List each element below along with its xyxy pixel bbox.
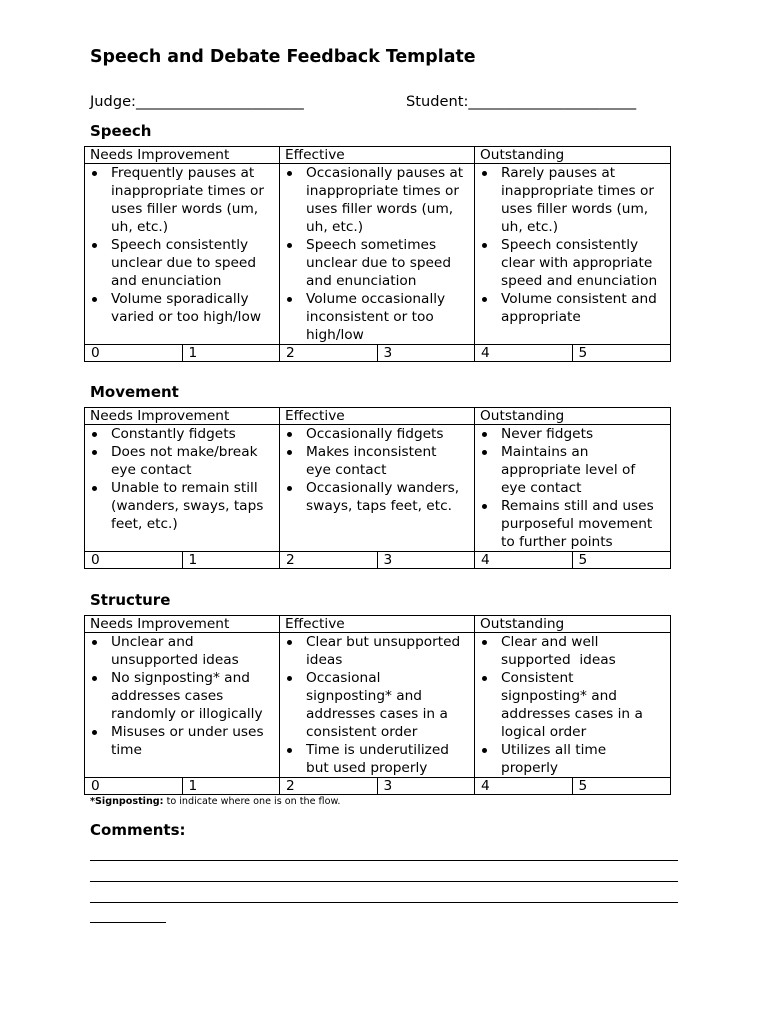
descriptor-item	[475, 741, 670, 777]
descriptor-text: Speech consistently clear with appropriate speed and enunciation	[501, 237, 658, 289]
descriptor-item	[85, 723, 279, 759]
descriptor-text: Constantly fidgets	[111, 426, 236, 442]
descriptor-text: Never fidgets	[501, 426, 594, 442]
descriptor-cell-needs-improvement	[85, 425, 280, 552]
descriptor-item	[280, 164, 474, 236]
descriptor-item	[280, 633, 474, 669]
descriptor-text: Frequently pauses at inappropriate times or uses filler words (um, uh, etc.)	[111, 165, 264, 235]
descriptor-text: Does not make/break eye contact	[111, 444, 258, 478]
score-cell-3: 3	[378, 778, 476, 794]
descriptor-text: Occasionally pauses at inappropriate times or uses filler words (um, uh, etc.)	[306, 165, 464, 235]
score-cell-5: 5	[578, 552, 588, 568]
descriptor-text: Occasionally fidgets	[306, 426, 444, 442]
descriptor-item	[280, 741, 474, 777]
descriptor-item	[475, 633, 670, 669]
rubric-table-movement	[84, 407, 671, 569]
bullet-icon	[92, 432, 97, 437]
score-cell-2: 2	[280, 778, 378, 794]
score-cell-5: 5	[578, 778, 588, 794]
bullet-icon	[287, 450, 292, 455]
footnote-definition: to indicate where one is on the flow.	[166, 796, 341, 807]
bullet-icon	[482, 171, 487, 176]
score-cell-4: 4	[475, 345, 573, 361]
score-cell-0: 0	[85, 345, 183, 361]
descriptor-item	[85, 669, 279, 723]
descriptor-text: Time is underutilized but used properly	[306, 742, 449, 776]
score-cell-1: 1	[183, 345, 281, 361]
descriptor-text: Speech consistently unclear due to speed and enunciation	[111, 237, 257, 289]
bullet-icon	[287, 432, 292, 437]
descriptor-cell-effective	[280, 425, 475, 552]
section-heading-speech: Speech	[90, 122, 152, 140]
bullet-icon	[92, 243, 97, 248]
descriptor-text: Maintains an appropriate level of eye contact	[501, 444, 636, 496]
descriptor-text: Unable to remain still (wanders, sways, taps feet, etc.)	[111, 480, 264, 532]
descriptor-text: Misuses or under uses time	[111, 724, 264, 758]
bullet-icon	[92, 640, 97, 645]
bullet-icon	[92, 486, 97, 491]
descriptor-item	[85, 633, 279, 669]
score-cell-2: 2	[280, 345, 378, 361]
descriptor-text: Unclear and unsupported ideas	[111, 634, 239, 668]
bullet-icon	[482, 676, 487, 681]
descriptor-item	[280, 236, 474, 290]
score-cell-0: 0	[85, 778, 183, 794]
footnote	[90, 796, 340, 808]
score-cell-4: 4	[475, 552, 573, 568]
descriptor-item	[85, 290, 279, 326]
descriptor-text: Volume sporadically varied or too high/low	[111, 291, 262, 325]
descriptor-item	[280, 479, 474, 515]
level-header-needs-improvement: Needs Improvement	[85, 408, 280, 425]
score-cell-3: 3	[378, 552, 476, 568]
descriptor-cell-outstanding	[475, 633, 670, 778]
descriptor-text: Volume occasionally inconsistent or too high/low	[306, 291, 446, 343]
descriptor-text: Makes inconsistent eye contact	[306, 444, 437, 478]
score-cell-5: 5	[578, 345, 588, 361]
comment-line	[90, 860, 678, 861]
descriptor-text: Occasionally wanders, sways, taps feet, etc.	[306, 480, 460, 514]
score-cell-2: 2	[280, 552, 378, 568]
descriptor-text: Clear but unsupported ideas	[306, 634, 461, 668]
rubric-table-speech	[84, 146, 671, 362]
bullet-icon	[482, 243, 487, 248]
descriptor-cell-effective	[280, 633, 475, 778]
descriptor-item	[85, 164, 279, 236]
level-header-outstanding: Outstanding	[475, 147, 670, 164]
bullet-icon	[287, 676, 292, 681]
level-header-effective: Effective	[280, 616, 475, 633]
descriptor-item	[85, 479, 279, 533]
comment-line	[90, 902, 678, 903]
descriptor-cell-outstanding	[475, 425, 670, 552]
descriptor-item	[475, 164, 670, 236]
descriptor-text: Clear and well supported ideas	[501, 634, 616, 668]
section-heading-structure: Structure	[90, 591, 171, 609]
bullet-icon	[482, 748, 487, 753]
descriptor-item	[280, 425, 474, 443]
descriptor-text: Rarely pauses at inappropriate times or uses filler words (um, uh, etc.)	[501, 165, 654, 235]
bullet-icon	[287, 486, 292, 491]
score-cell-3: 3	[378, 345, 476, 361]
descriptor-cell-needs-improvement	[85, 164, 280, 345]
bullet-icon	[287, 297, 292, 302]
descriptor-cell-needs-improvement	[85, 633, 280, 778]
descriptor-item	[280, 443, 474, 479]
bullet-icon	[287, 748, 292, 753]
bullet-icon	[287, 171, 292, 176]
level-header-needs-improvement: Needs Improvement	[85, 616, 280, 633]
footnote-term: *Signposting:	[90, 796, 164, 807]
page-title: Speech and Debate Feedback Template	[90, 47, 476, 67]
student-field: Student:_______________________	[406, 93, 637, 110]
descriptor-item	[475, 236, 670, 290]
level-header-effective: Effective	[280, 408, 475, 425]
descriptor-item	[280, 290, 474, 344]
comment-line	[90, 881, 678, 882]
score-cell-1: 1	[183, 778, 281, 794]
bullet-icon	[92, 676, 97, 681]
bullet-icon	[482, 504, 487, 509]
bullet-icon	[287, 640, 292, 645]
score-cell-1: 1	[183, 552, 281, 568]
rubric-table-structure	[84, 615, 671, 795]
level-header-outstanding: Outstanding	[475, 408, 670, 425]
descriptor-item	[85, 236, 279, 290]
comments-label: Comments:	[90, 821, 186, 839]
descriptor-item	[475, 425, 670, 443]
level-header-effective: Effective	[280, 147, 475, 164]
descriptor-text: Utilizes all time properly	[501, 742, 607, 776]
comment-line	[90, 922, 166, 923]
descriptor-item	[85, 443, 279, 479]
descriptor-item	[475, 443, 670, 497]
descriptor-item	[85, 425, 279, 443]
section-heading-movement: Movement	[90, 383, 179, 401]
judge-field: Judge:_______________________	[90, 93, 304, 110]
descriptor-text: Speech sometimes unclear due to speed and enunciation	[306, 237, 452, 289]
descriptor-text: Consistent signposting* and addresses cases in a logical order	[501, 670, 643, 740]
bullet-icon	[92, 730, 97, 735]
bullet-icon	[482, 450, 487, 455]
bullet-icon	[482, 640, 487, 645]
descriptor-text: No signposting* and addresses cases randomly or illogically	[111, 670, 263, 722]
level-header-outstanding: Outstanding	[475, 616, 670, 633]
descriptor-cell-effective	[280, 164, 475, 345]
bullet-icon	[92, 450, 97, 455]
bullet-icon	[92, 171, 97, 176]
descriptor-text: Remains still and uses purposeful movement to further points	[501, 498, 654, 550]
level-header-needs-improvement: Needs Improvement	[85, 147, 280, 164]
descriptor-cell-outstanding	[475, 164, 670, 345]
descriptor-item	[475, 290, 670, 326]
descriptor-text: Occasional signposting* and addresses cases in a consistent order	[306, 670, 448, 740]
bullet-icon	[482, 432, 487, 437]
score-cell-0: 0	[85, 552, 183, 568]
bullet-icon	[92, 297, 97, 302]
descriptor-item	[475, 669, 670, 741]
descriptor-item	[475, 497, 670, 551]
descriptor-text: Volume consistent and appropriate	[501, 291, 657, 325]
score-cell-4: 4	[475, 778, 573, 794]
descriptor-item	[280, 669, 474, 741]
bullet-icon	[287, 243, 292, 248]
bullet-icon	[482, 297, 487, 302]
